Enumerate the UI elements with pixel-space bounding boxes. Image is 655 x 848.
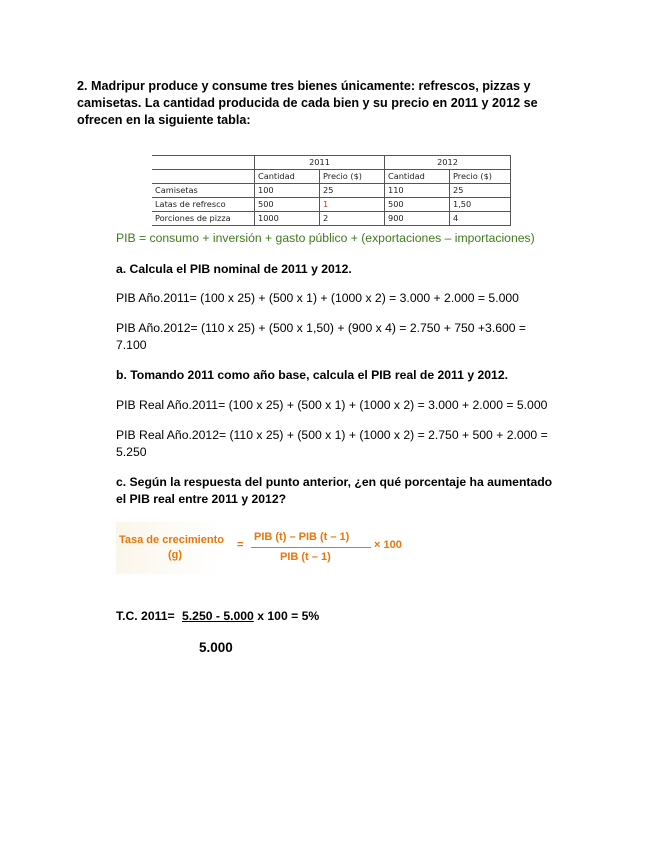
question-2-line: camisetas. La cantidad producida de cada bien y su precio en 2011 y 2012 se [77, 96, 538, 110]
table-cell: 100 [255, 184, 320, 198]
table-cell: 25 [450, 184, 511, 198]
part-a-line: PIB Año.2011= (100 x 25) + (500 x 1) + (1000 x 2) = 3.000 + 2.000 = 5.000 [116, 291, 519, 305]
year-header: 2012 [385, 156, 511, 170]
part-b-line: PIB Real Año.2012= (110 x 25) + (500 x 1) + (1000 x 2) = 2.750 + 500 + 2.000 = [116, 428, 548, 442]
table-corner-cell [152, 156, 255, 170]
table-cell: 1 [320, 198, 385, 212]
table-cell: 110 [385, 184, 450, 198]
row-label: Camisetas [152, 184, 255, 198]
table-cell: 1000 [255, 212, 320, 226]
result-prefix: T.C. 2011= [116, 609, 175, 623]
part-a-line: 7.100 [116, 338, 147, 352]
table-cell: 25 [320, 184, 385, 198]
part-c-title: el PIB real entre 2011 y 2012? [116, 492, 287, 506]
pib-definition: PIB = consumo + inversión + gasto público + (exportaciones – importaciones) [116, 231, 535, 245]
column-header: Cantidad [385, 170, 450, 184]
formula-numerator: PIB (t) – PIB (t – 1) [254, 531, 350, 543]
part-b-line: 5.250 [116, 445, 147, 459]
formula-label: (g) [168, 549, 183, 561]
year-header: 2011 [255, 156, 385, 170]
table-subheader-row [152, 170, 511, 184]
column-header: Precio ($) [450, 170, 511, 184]
table-corner-cell [152, 170, 255, 184]
table-cell: 4 [450, 212, 511, 226]
formula-fraction-line [251, 547, 371, 548]
production-price-table [152, 155, 511, 226]
table-cell: 500 [255, 198, 320, 212]
table-cell: 1,50 [450, 198, 511, 212]
table-cell: 2 [320, 212, 385, 226]
result-denominator: 5.000 [199, 640, 233, 655]
part-b-line: PIB Real Año.2011= (100 x 25) + (500 x 1) + (1000 x 2) = 3.000 + 2.000 = 5.000 [116, 398, 548, 412]
table-row [152, 198, 511, 212]
table-row [152, 184, 511, 198]
result-suffix: x 100 = 5% [257, 609, 320, 623]
row-label: Latas de refresco [152, 198, 255, 212]
part-b-title: b. Tomando 2011 como año base, calcula el PIB real de 2011 y 2012. [116, 368, 508, 382]
formula-equals: = [237, 539, 244, 551]
column-header: Cantidad [255, 170, 320, 184]
formula-times-100: × 100 [374, 539, 402, 551]
table-cell: 900 [385, 212, 450, 226]
table-year-header-row [152, 156, 511, 170]
growth-rate-formula [116, 522, 416, 574]
column-header: Precio ($) [320, 170, 385, 184]
table-row [152, 212, 511, 226]
part-c-title: c. Según la respuesta del punto anterior, ¿en qué porcentaje ha aumentado [116, 475, 553, 489]
part-a-title: a. Calcula el PIB nominal de 2011 y 2012. [116, 262, 352, 276]
question-2-statement [77, 78, 577, 129]
result-numerator: 5.250 - 5.000 [182, 609, 254, 623]
growth-rate-result [116, 609, 319, 623]
table-cell: 500 [385, 198, 450, 212]
part-a-line: PIB Año.2012= (110 x 25) + (500 x 1,50) + (900 x 4) = 2.750 + 750 +3.600 = [116, 321, 527, 335]
question-2-line: 2. Madripur produce y consume tres bienes únicamente: refrescos, pizzas y [77, 79, 531, 93]
formula-denominator: PIB (t – 1) [280, 551, 331, 563]
question-2-line: ofrecen en la siguiente tabla: [77, 113, 251, 127]
row-label: Porciones de pizza [152, 212, 255, 226]
formula-label: Tasa de crecimiento [119, 534, 224, 546]
